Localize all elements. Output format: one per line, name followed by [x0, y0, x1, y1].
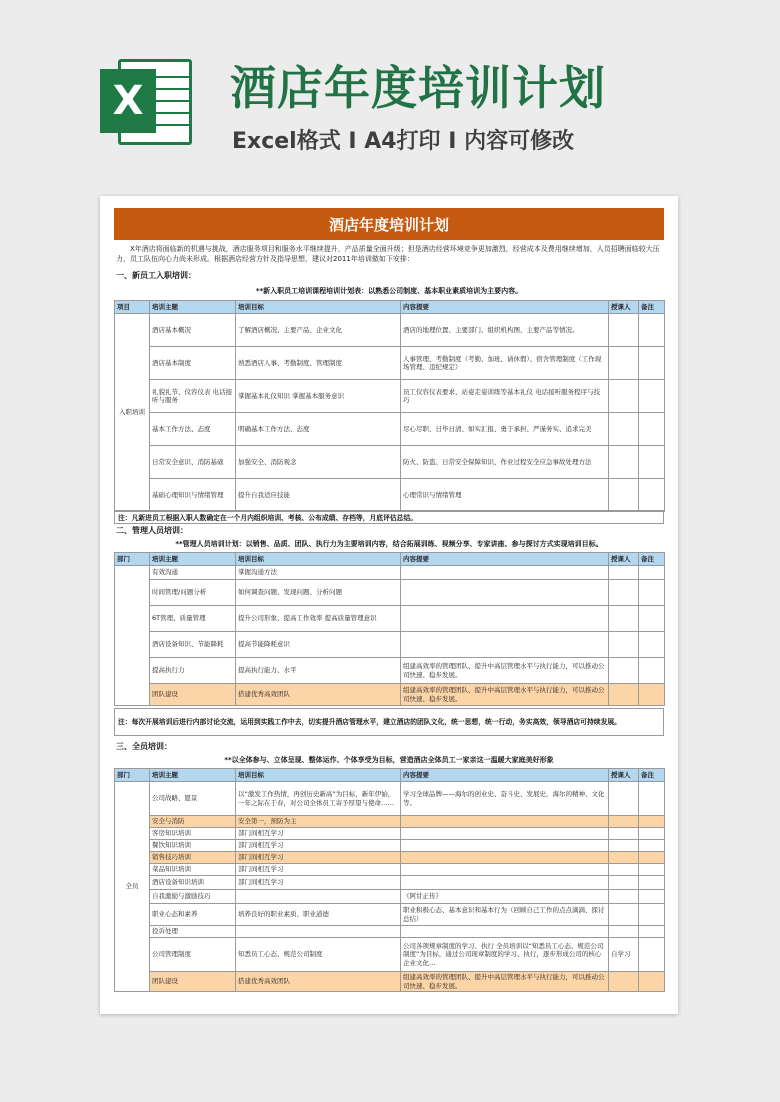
content-cell: 尽心尽职、日毕日清、如实汇报、勇于承担、严谨务实、追求完美 [401, 413, 609, 446]
topic-cell: 基本工作方法、态度 [150, 413, 236, 446]
table-row [115, 347, 665, 380]
teacher-cell [609, 479, 639, 512]
content-cell: 公司各项规章制度的学习、执行 全员培训以“知悉员工心态、规范公司制度”为目标，通过公司现章制度的学习、执行，逐步形成公司的核心企业文化… [401, 938, 609, 972]
teacher-cell [609, 380, 639, 413]
table-row [115, 314, 665, 347]
topic-cell: 有效沟通 [150, 566, 236, 580]
section-3-heading: 三、全员培训： [116, 742, 172, 751]
col-header: 培训目标 [236, 301, 401, 314]
remark-cell [639, 876, 665, 890]
topic-cell: 菜品知识培训 [150, 864, 236, 876]
teacher-cell [609, 580, 639, 606]
teacher-cell [609, 347, 639, 380]
goal-cell: 部门间相互学习 [236, 828, 401, 840]
remark-cell [639, 580, 665, 606]
goal-cell: 提升自我适应技能 [236, 479, 401, 512]
col-header: 培训主题 [150, 301, 236, 314]
col-header: 培训主题 [150, 769, 236, 782]
col-header: 培训目标 [236, 553, 401, 566]
topic-cell: 客房知识培训 [150, 828, 236, 840]
remark-cell [639, 890, 665, 904]
remark-cell [639, 972, 665, 992]
group-cell [115, 566, 150, 706]
content-cell [401, 876, 609, 890]
content-cell [401, 580, 609, 606]
teacher-cell [609, 566, 639, 580]
remark-cell [639, 347, 665, 380]
table-row [115, 876, 665, 890]
col-header: 授课人 [609, 769, 639, 782]
remark-cell [639, 380, 665, 413]
topic-cell: 时间管理/问题分析 [150, 580, 236, 606]
col-header: 培训主题 [150, 553, 236, 566]
teacher-cell [609, 864, 639, 876]
remark-cell [639, 658, 665, 684]
topic-cell: 销售技巧培训 [150, 852, 236, 864]
col-header: 备注 [639, 769, 665, 782]
table-row [115, 684, 665, 706]
col-header: 培训目标 [236, 769, 401, 782]
table-row [115, 890, 665, 904]
table-row [115, 413, 665, 446]
section-2-table [114, 552, 665, 706]
teacher-cell [609, 816, 639, 828]
col-header: 内容提要 [401, 553, 609, 566]
remark-cell [639, 566, 665, 580]
table-row [115, 658, 665, 684]
remark-cell [639, 606, 665, 632]
content-cell [401, 840, 609, 852]
topic-cell: 职业心态和素养 [150, 904, 236, 926]
content-cell: 组建高效率的管理团队、提升中高层管理水平与执行能力，可以推动公司快速、稳步发展。 [401, 684, 609, 706]
table-row [115, 864, 665, 876]
goal-cell: 安全第一，预防为主 [236, 816, 401, 828]
topic-cell: 日常安全意识、消防基础 [150, 446, 236, 479]
content-cell [401, 606, 609, 632]
col-header: 内容提要 [401, 769, 609, 782]
topic-cell: 酒店基本概况 [150, 314, 236, 347]
table-row [115, 580, 665, 606]
goal-cell: 以“激发工作热情，再创历史新高”为目标，新年伊始，一年之际在于春，对公司全体员工寄予厚望与使命…… [236, 782, 401, 816]
goal-cell: 如何调查问题、发现问题、分析问题 [236, 580, 401, 606]
section-3-caption: **以全体参与、立体呈现、整体运作、个体享受为目标，营造酒店全体员工一家亲这一温暖大家庭美好形象 [224, 756, 554, 764]
remark-cell [639, 446, 665, 479]
teacher-cell [609, 606, 639, 632]
goal-cell [236, 890, 401, 904]
content-cell: 员工仪容仪表要求、站姿走姿训练等基本礼仪 电话接听服务程序与技巧 [401, 380, 609, 413]
section-2-heading: 二、管理人员培训： [116, 526, 188, 535]
section-1-caption: **新入职员工培训课程培训计划表：以熟悉公司制度、基本职业素质培训为主要内容。 [255, 287, 523, 295]
table-header-row [115, 553, 665, 566]
page-subtitle: Excel格式 I A4打印 I 内容可修改 [232, 129, 575, 154]
teacher-cell [609, 852, 639, 864]
goal-cell [236, 926, 401, 938]
topic-cell: 公司管理制度 [150, 938, 236, 972]
goal-cell: 培养良好的职业素质、职业道德 [236, 904, 401, 926]
content-cell [401, 632, 609, 658]
table-header-row [115, 769, 665, 782]
topic-cell: 团队建设 [150, 972, 236, 992]
section-1-table [114, 300, 665, 512]
teacher-cell [609, 828, 639, 840]
table-row [115, 566, 665, 580]
remark-cell [639, 864, 665, 876]
col-header: 部门 [115, 553, 150, 566]
group-cell: 入职培训 [115, 314, 150, 512]
remark-cell [639, 413, 665, 446]
topic-cell: 提高执行力 [150, 658, 236, 684]
topic-cell: 6T管理、质量管理 [150, 606, 236, 632]
table-row [115, 938, 665, 972]
teacher-cell [609, 632, 639, 658]
teacher-cell [609, 314, 639, 347]
topic-cell: 礼貌礼节、仪容仪表 电话接听与服务 [150, 380, 236, 413]
logo-letter: X [100, 69, 156, 133]
content-cell [401, 816, 609, 828]
goal-cell: 知悉员工心态、规范公司制度 [236, 938, 401, 972]
teacher-cell [609, 782, 639, 816]
col-header: 授课人 [609, 553, 639, 566]
col-header: 备注 [639, 553, 665, 566]
teacher-cell [609, 876, 639, 890]
goal-cell: 提高执行能力、水平 [236, 658, 401, 684]
teacher-cell: 自学习 [609, 938, 639, 972]
table-row [115, 904, 665, 926]
teacher-cell [609, 840, 639, 852]
topic-cell: 酒店设备知识培训 [150, 876, 236, 890]
promo-header [0, 0, 780, 190]
remark-cell [639, 840, 665, 852]
goal-cell: 提高节能降耗意识 [236, 632, 401, 658]
excel-logo-icon [100, 55, 192, 149]
goal-cell: 部门间相互学习 [236, 876, 401, 890]
content-cell [401, 852, 609, 864]
goal-cell: 了解酒店概况、主要产品、企业文化 [236, 314, 401, 347]
remark-cell [639, 314, 665, 347]
remark-cell [639, 684, 665, 706]
col-header: 备注 [639, 301, 665, 314]
topic-cell: 团队建设 [150, 684, 236, 706]
remark-cell [639, 828, 665, 840]
table-row [115, 380, 665, 413]
goal-cell: 部门间相互学习 [236, 852, 401, 864]
page-title: 酒店年度培训计划 [230, 61, 606, 115]
topic-cell: 公司战略、愿景 [150, 782, 236, 816]
topic-cell: 餐饮知识培训 [150, 840, 236, 852]
remark-cell [639, 632, 665, 658]
section-1-note: 注：凡新进员工根据入职人数确定在一个月内组织培训、考核、公布成绩、存档等，月底评估总结。 [114, 510, 664, 524]
goal-cell: 部门间相互学习 [236, 864, 401, 876]
content-cell: 人事管理、考勤制度（考勤、加班、请休假）、宿舍管理制度（工作现场管理、违纪规定） [401, 347, 609, 380]
table-row [115, 840, 665, 852]
document-sheet [100, 196, 678, 1014]
teacher-cell [609, 890, 639, 904]
table-row [115, 479, 665, 512]
table-row [115, 816, 665, 828]
goal-cell: 掌握基本礼仪知识 掌握基本服务意识 [236, 380, 401, 413]
col-header: 项目 [115, 301, 150, 314]
content-cell [401, 864, 609, 876]
content-cell [401, 828, 609, 840]
table-row [115, 606, 665, 632]
goal-cell: 熟悉酒店人事、考勤制度、管理制度 [236, 347, 401, 380]
teacher-cell [609, 413, 639, 446]
col-header: 部门 [115, 769, 150, 782]
goal-cell: 明确基本工作方法、态度 [236, 413, 401, 446]
goal-cell: 掌握沟通方法 [236, 566, 401, 580]
content-cell: 防火、防盗、日常安全保障知识、作业过程安全应急事故处理方法 [401, 446, 609, 479]
remark-cell [639, 904, 665, 926]
content-cell [401, 926, 609, 938]
content-cell: 《阿甘正传》 [401, 890, 609, 904]
goal-cell: 搭建优秀高效团队 [236, 972, 401, 992]
col-header: 授课人 [609, 301, 639, 314]
section-2-note: 注：每次开展培训后进行内部讨论交流，运用到实践工作中去，切实提升酒店管理水平，建立酒店的团队文化，统一思想，统一行动，务实高效，领导酒店可持续发展。 [114, 708, 664, 736]
group-cell: 全员 [115, 782, 150, 992]
table-row [115, 828, 665, 840]
remark-cell [639, 852, 665, 864]
remark-cell [639, 816, 665, 828]
content-cell: 酒店的地理位置、主要部门、组织机构图、主要产品等情况。 [401, 314, 609, 347]
teacher-cell [609, 684, 639, 706]
table-row [115, 446, 665, 479]
topic-cell: 安全与消防 [150, 816, 236, 828]
remark-cell [639, 479, 665, 512]
remark-cell [639, 926, 665, 938]
section-1-heading: 一、新员工入职培训： [116, 271, 196, 280]
table-row [115, 852, 665, 864]
topic-cell: 投诉处理 [150, 926, 236, 938]
topic-cell: 自我激励与激励技巧 [150, 890, 236, 904]
table-row [115, 782, 665, 816]
table-row [115, 972, 665, 992]
teacher-cell [609, 926, 639, 938]
topic-cell: 基础心理知识与情绪管理 [150, 479, 236, 512]
teacher-cell [609, 658, 639, 684]
content-cell: 组建高效率的管理团队、提升中高层管理水平与执行能力，可以推动公司快速、稳步发展。 [401, 658, 609, 684]
col-header: 内容提要 [401, 301, 609, 314]
goal-cell: 提升公司形象、提高工作效率 提高质量管理意识 [236, 606, 401, 632]
document-title: 酒店年度培训计划 [114, 208, 664, 240]
content-cell: 组建高效率的管理团队、提升中高层管理水平与执行能力，可以推动公司快速、稳步发展。 [401, 972, 609, 992]
section-3-table [114, 768, 665, 992]
topic-cell: 酒店基本制度 [150, 347, 236, 380]
goal-cell: 部门间相互学习 [236, 840, 401, 852]
section-2-caption: **管理人员培训计划：以销售、品质、团队、执行力为主要培训内容，结合拓展训练、视频分享、专家讲座、参与探讨方式实现培训目标。 [175, 540, 603, 548]
teacher-cell [609, 972, 639, 992]
table-row [115, 926, 665, 938]
content-cell: 学习全球品牌——海尔的创业史、奋斗史、发展史，海尔的精神、文化等。 [401, 782, 609, 816]
teacher-cell [609, 446, 639, 479]
table-row [115, 632, 665, 658]
remark-cell [639, 782, 665, 816]
goal-cell: 搭建优秀高效团队 [236, 684, 401, 706]
content-cell: 职业积极心态、基本意识和基本行为（回顾自己工作的点点滴滴、探讨总结） [401, 904, 609, 926]
intro-paragraph: X年酒店将面临新的机遇与挑战，酒店服务项目和服务水平继续提升，产品质量全面升级；但是酒店经营环境竞争更加激烈，经营成本及费用继续增加，人员招聘面临较大压力，员工队伍向心力尚未形成。根据酒店经营方针及指导思想，建议对2011年培训做如下安排： [116, 245, 660, 263]
goal-cell: 加强安全、消防观念 [236, 446, 401, 479]
topic-cell: 酒店设备知识、节能降耗 [150, 632, 236, 658]
table-header-row [115, 301, 665, 314]
teacher-cell [609, 904, 639, 926]
remark-cell [639, 938, 665, 972]
content-cell: 心理常识与情绪管理 [401, 479, 609, 512]
content-cell [401, 566, 609, 580]
